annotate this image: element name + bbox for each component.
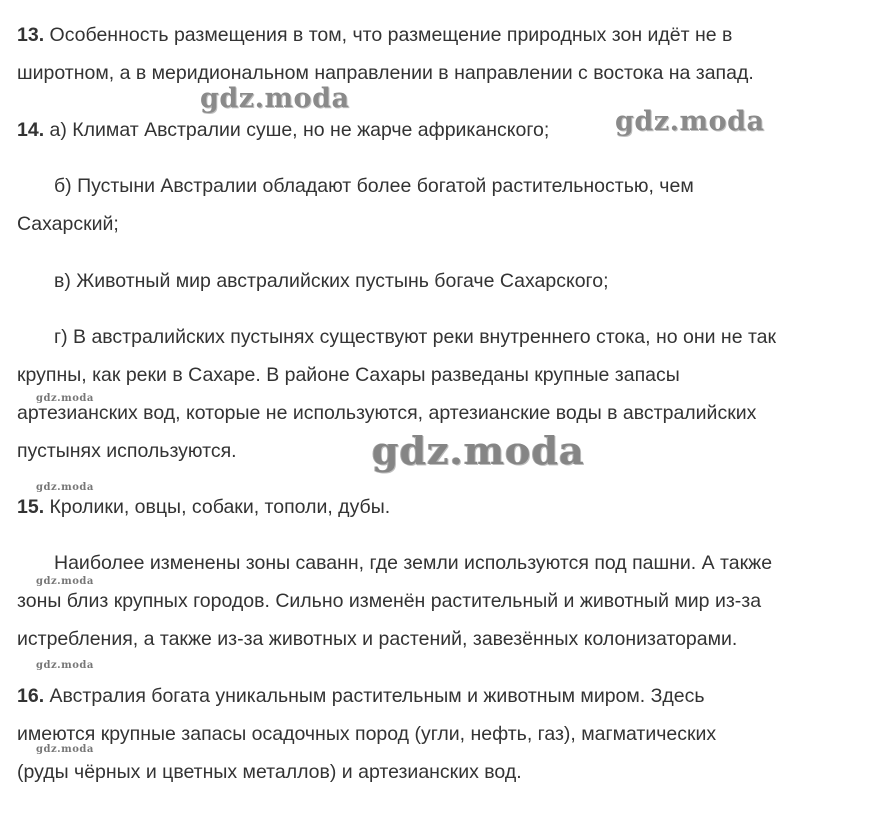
watermark-logo: gdz.moda — [36, 482, 94, 493]
answer-15-paragraph-line-1: Наиболее изменены зоны саванн, где земли используются под пашни. А также — [54, 552, 773, 574]
answer-15-paragraph-line-2: зоны близ крупных городов. Сильно изменён растительный и животный мир из-за — [17, 590, 762, 612]
watermark-logo: gdz.moda — [36, 744, 94, 755]
watermark-logo: gdz.moda — [36, 393, 94, 404]
watermark-logo: gdz.moda — [615, 106, 765, 137]
answer-13-line-1 — [17, 24, 732, 46]
watermark-logo: gdz.moda — [200, 83, 350, 114]
answer-14-number: 14. — [17, 119, 45, 141]
answer-14-b-line-1: б) Пустыни Австралии обладают более богатой растительностью, чем — [54, 175, 694, 197]
answer-16-line-3: (руды чёрных и цветных металлов) и артезианских вод. — [17, 761, 522, 783]
answer-16-line-1 — [17, 685, 705, 707]
answer-15-line-1 — [17, 496, 390, 518]
answer-15-text-1: Кролики, овцы, собаки, тополи, дубы. — [49, 496, 391, 518]
watermark-logo: gdz.moda — [36, 660, 94, 671]
answer-16-line-2: имеются крупные запасы осадочных пород (угли, нефть, газ), магматических — [17, 723, 717, 745]
answer-16-number: 16. — [17, 685, 45, 707]
answer-13-line-2: широтном, а в меридиональном направлении в направлении с востока на запад. — [17, 62, 754, 84]
answer-14-a-text: а) Климат Австралии суше, но не жарче африканского; — [49, 119, 550, 141]
answer-14-b-line-2: Сахарский; — [17, 213, 119, 235]
answer-13-text-1: Особенность размещения в том, что размещение природных зон идёт не в — [49, 24, 733, 46]
answer-14-v: в) Животный мир австралийских пустынь богаче Сахарского; — [54, 270, 609, 292]
answer-16-text-1: Австралия богата уникальным растительным и животным миром. Здесь — [49, 685, 705, 707]
answer-14-g-line-2: крупны, как реки в Сахаре. В районе Сахары разведаны крупные запасы — [17, 364, 680, 386]
watermark-logo: gdz.moda — [36, 576, 94, 587]
answer-14-g-line-3: артезианских вод, которые не используются, артезианские воды в австралийских — [17, 402, 757, 424]
answer-14-g-line-4: пустынях используются. — [17, 440, 237, 462]
answer-13-number: 13. — [17, 24, 45, 46]
answer-15-number: 15. — [17, 496, 45, 518]
answer-14-a — [17, 119, 549, 141]
watermark-logo: gdz.moda — [372, 428, 585, 473]
answer-14-g-line-1: г) В австралийских пустынях существуют реки внутреннего стока, но они не так — [54, 326, 777, 348]
answer-15-paragraph-line-3: истребления, а также из-за животных и растений, завезённых колонизаторами. — [17, 628, 738, 650]
